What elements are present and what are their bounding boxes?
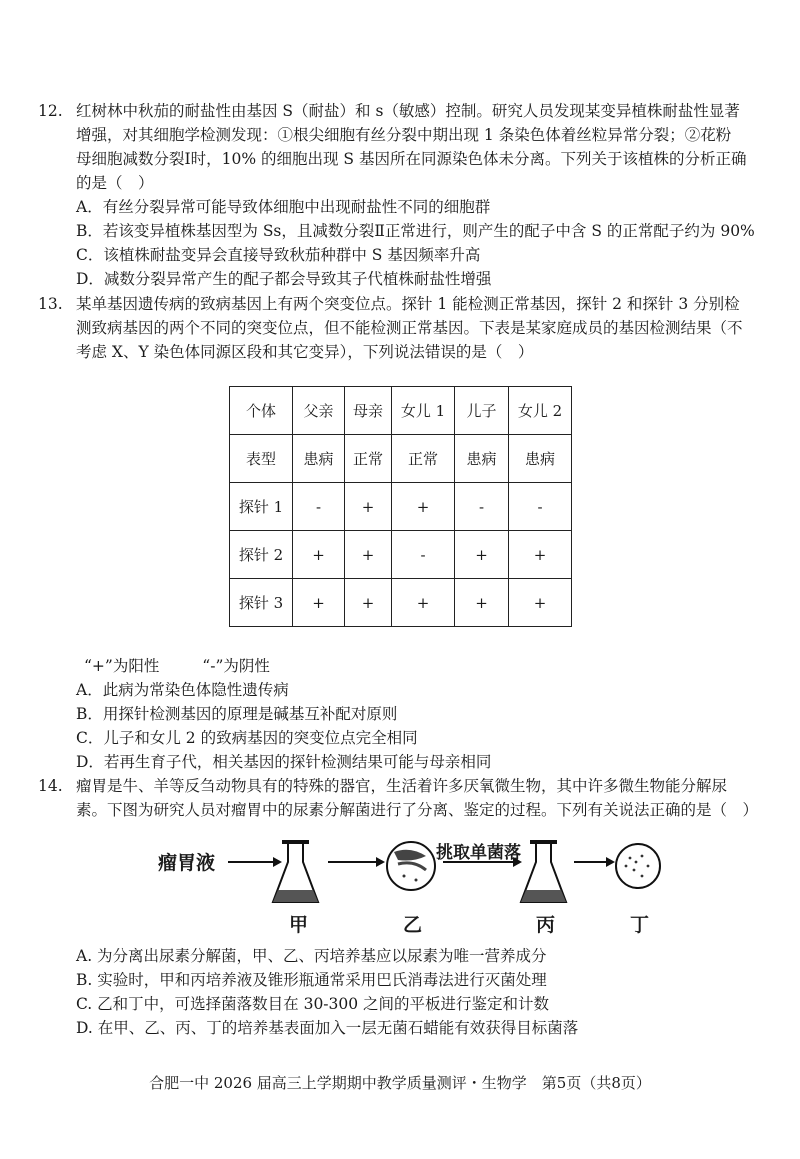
- culture-process-diagram: [158, 832, 678, 942]
- table-row: [230, 531, 572, 579]
- option-c: C．儿子和女儿 2 的致病基因的突变位点完全相同: [76, 729, 418, 747]
- question-14: [38, 774, 766, 822]
- question-stem-line: 的是（ ）: [76, 174, 154, 192]
- flask-icon: [521, 840, 566, 902]
- question-stem-line: 瘤胃是牛、羊等反刍动物具有的特殊的器官，生活着许多厌氧微生物，其中许多微生物能分解尿: [76, 777, 728, 795]
- table-header-cell: 母亲: [345, 387, 392, 435]
- table-legend: [76, 654, 766, 678]
- question-number: 12.: [38, 102, 63, 120]
- table-cell: -: [455, 483, 509, 531]
- table-row: [230, 435, 572, 483]
- table-cell: +: [392, 579, 455, 627]
- option-d: D．若再生育子代，相关基因的探针检测结果可能与母亲相同: [76, 753, 492, 771]
- option-c: C. 乙和丁中，可选择菌落数目在 30-300 之间的平板进行鉴定和计数: [76, 995, 550, 1013]
- flask-icon: [273, 840, 318, 902]
- option-d: D．减数分裂异常产生的配子都会导致其子代植株耐盐性增强: [76, 270, 492, 288]
- legend-positive: “+”为阳性: [84, 657, 160, 675]
- question-stem-line: 母细胞减数分裂Ⅰ时，10% 的细胞出现 S 基因所在同源染色体未分离。下列关于该植株的分析正确: [76, 150, 747, 168]
- probe-result-table: [229, 386, 572, 627]
- table-cell: +: [293, 531, 345, 579]
- table-cell: +: [345, 531, 392, 579]
- label-jia: 甲: [289, 914, 309, 936]
- option-b: B. 实验时，甲和丙培养液及锥形瓶通常采用巴氏消毒法进行灭菌处理: [76, 971, 547, 989]
- table-cell: +: [345, 483, 392, 531]
- option-b: B．用探针检测基因的原理是碱基互补配对原则: [76, 705, 398, 723]
- step-label: 挑取单菌落: [436, 843, 521, 863]
- table-cell: +: [392, 483, 455, 531]
- table-row: [230, 579, 572, 627]
- table-cell: +: [509, 579, 572, 627]
- table-cell: -: [293, 483, 345, 531]
- question-13: [38, 292, 766, 364]
- arrow-right-icon: [574, 857, 615, 867]
- table-row: [230, 483, 572, 531]
- table-header-row: [230, 387, 572, 435]
- question-stem-line: 红树林中秋茄的耐盐性由基因 S（耐盐）和 s（敏感）控制。研究人员发现某变异植株耐盐性显著: [76, 102, 740, 120]
- question-stem-line: 某单基因遗传病的致病基因上有两个突变位点。探针 1 能检测正常基因，探针 2 和探针 3 分别检: [76, 295, 740, 313]
- legend-negative: “-”为阴性: [202, 657, 270, 675]
- question-13-continued: [76, 654, 766, 774]
- table-cell: +: [509, 531, 572, 579]
- table-cell: 患病: [509, 435, 572, 483]
- table-header-cell: 个体: [230, 387, 293, 435]
- option-d: D. 在甲、乙、丙、丁的培养基表面加入一层无菌石蜡能有效获得目标菌落: [76, 1019, 579, 1037]
- table-cell: -: [392, 531, 455, 579]
- option-a: A．此病为常染色体隐性遗传病: [76, 681, 289, 699]
- question-12: [38, 99, 766, 291]
- question-stem-line: 增强，对其细胞学检测发现：①根尖细胞有丝分裂中期出现 1 条染色体着丝粒异常分裂；②花粉: [76, 126, 732, 144]
- table-cell: 患病: [455, 435, 509, 483]
- petri-dish-icon: [387, 842, 435, 890]
- table-header-cell: 女儿 2: [509, 387, 572, 435]
- option-a: A．有丝分裂异常可能导致体细胞中出现耐盐性不同的细胞群: [76, 198, 491, 216]
- table-cell: 表型: [230, 435, 293, 483]
- option-b: B．若该变异植株基因型为 Ss，且减数分裂Ⅱ正常进行，则产生的配子中含 S 的正常配子约为 90%: [76, 222, 755, 240]
- table-header-cell: 儿子: [455, 387, 509, 435]
- table-cell: +: [345, 579, 392, 627]
- arrow-right-icon: [228, 857, 282, 867]
- arrow-right-icon: [328, 857, 385, 867]
- question-number: 13.: [38, 295, 63, 313]
- table-cell: +: [455, 531, 509, 579]
- label-bing: 丙: [536, 914, 556, 936]
- table-cell: +: [455, 579, 509, 627]
- table-cell: -: [509, 483, 572, 531]
- table-cell: +: [293, 579, 345, 627]
- question-number: 14.: [38, 777, 63, 795]
- table-cell: 正常: [392, 435, 455, 483]
- table-cell: 探针 2: [230, 531, 293, 579]
- petri-dish-icon: [616, 844, 660, 888]
- label-yi: 乙: [403, 914, 423, 936]
- question-stem-line: 测致病基因的两个不同的突变位点，但不能检测正常基因。下表是某家庭成员的基因检测结果（不: [76, 319, 743, 337]
- label-ding: 丁: [630, 914, 650, 936]
- table-cell: 探针 3: [230, 579, 293, 627]
- option-c: C．该植株耐盐变异会直接导致秋茄种群中 S 基因频率升高: [76, 246, 481, 264]
- table-cell: 正常: [345, 435, 392, 483]
- question-stem-line: 考虑 X、Y 染色体同源区段和其它变异），下列说法错误的是（ ）: [76, 343, 534, 361]
- question-stem-line: 素。下图为研究人员对瘤胃中的尿素分解菌进行了分离、鉴定的过程。下列有关说法正确的是（ ）: [76, 801, 759, 819]
- table-header-cell: 女儿 1: [392, 387, 455, 435]
- option-a: A. 为分离出尿素分解菌，甲、乙、丙培养基应以尿素为唯一营养成分: [76, 947, 547, 965]
- question-14-options: [76, 944, 766, 1040]
- table-cell: 患病: [293, 435, 345, 483]
- page-footer: 合肥一中 2026 届高三上学期期中教学质量测评・生物学 第5页（共8页）: [149, 1074, 651, 1092]
- table-header-cell: 父亲: [293, 387, 345, 435]
- table-cell: 探针 1: [230, 483, 293, 531]
- source-label: 瘤胃液: [158, 852, 216, 874]
